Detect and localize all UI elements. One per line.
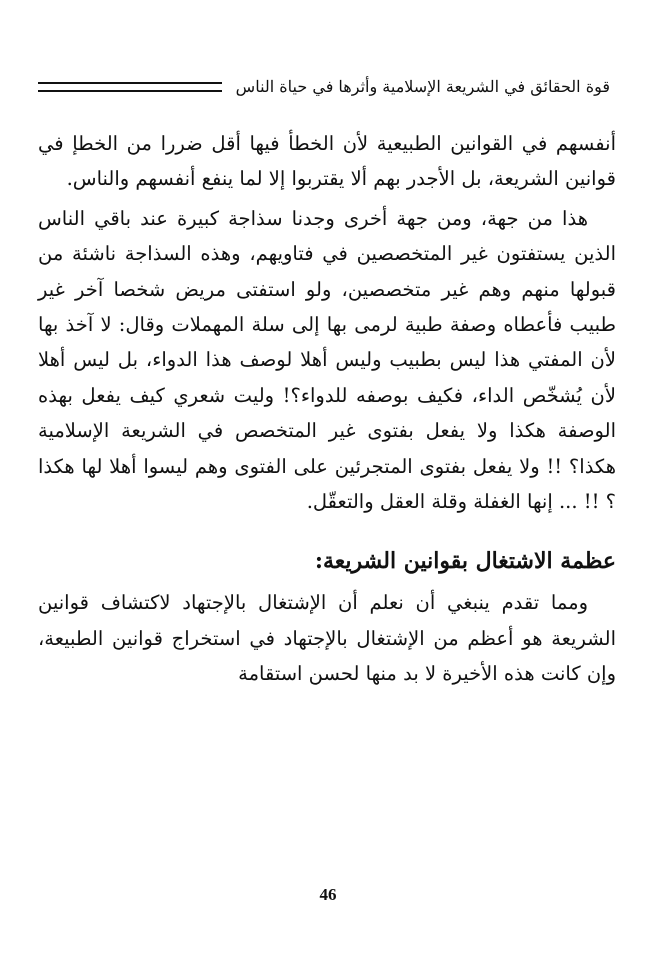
section-heading: عظمة الاشتغال بقوانين الشريعة: (314, 548, 616, 575)
paragraph-2: هذا من جهة، ومن جهة أخرى وجدنا سذاجة كبيرة عند باقي الناس الذين يستفتون غير المتخصصين في فتاويهم، وهذه السذاجة ناشئة من قبولها منهم وهم غير متخصصين، ولو استفتى مريض شخصا آخر غير طبيب فأعطاه وصفة طبية لرمى بها إلى سلة المهملات وقال: لا آخذ بها لأن المفتي هذا ليس بطبيب وليس أهلا لوصف هذا الدواء، بل ليس أهلا لأن يُشخّص الداء، فكيف بوصفه للدواء؟! وليت شعري كيف يفعل بهذه الوصفة هكذا ولا يفعل بفتوى غير المتخصص في الشريعة الإسلامية هكذا؟ !! ولا يفعل بفتوى المتجرئين على الفتوى وهم ليسوا أهلا لها هكذا ؟ !! ... إنها الغفلة وقلة العقل والتعقّل. (38, 206, 616, 514)
page-number: 46 (319, 885, 337, 904)
section-paragraph: ومما تقدم ينبغي أن نعلم أن الإشتغال بالإجتهاد لاكتشاف قوانين الشريعة هو أعظم من الإشتغال بالإجتهاد في استخراج قوانين الطبيعة، وإن كانت هذه الأخيرة لا بد منها لحسن استقامة (38, 591, 616, 686)
running-header-title: قوة الحقائق في الشريعة الإسلامية وأثرها في حياة الناس (235, 77, 610, 96)
running-header (38, 74, 610, 100)
header-double-rule (38, 82, 222, 92)
paragraph-1: أنفسهم في القوانين الطبيعية لأن الخطأ فيها أقل ضررا من الخطإ في قوانين الشريعة، بل الأجدر بهم ألا يقتربوا إلا لما ينفع أنفسهم والناس. (38, 132, 616, 191)
main-text (38, 126, 616, 692)
